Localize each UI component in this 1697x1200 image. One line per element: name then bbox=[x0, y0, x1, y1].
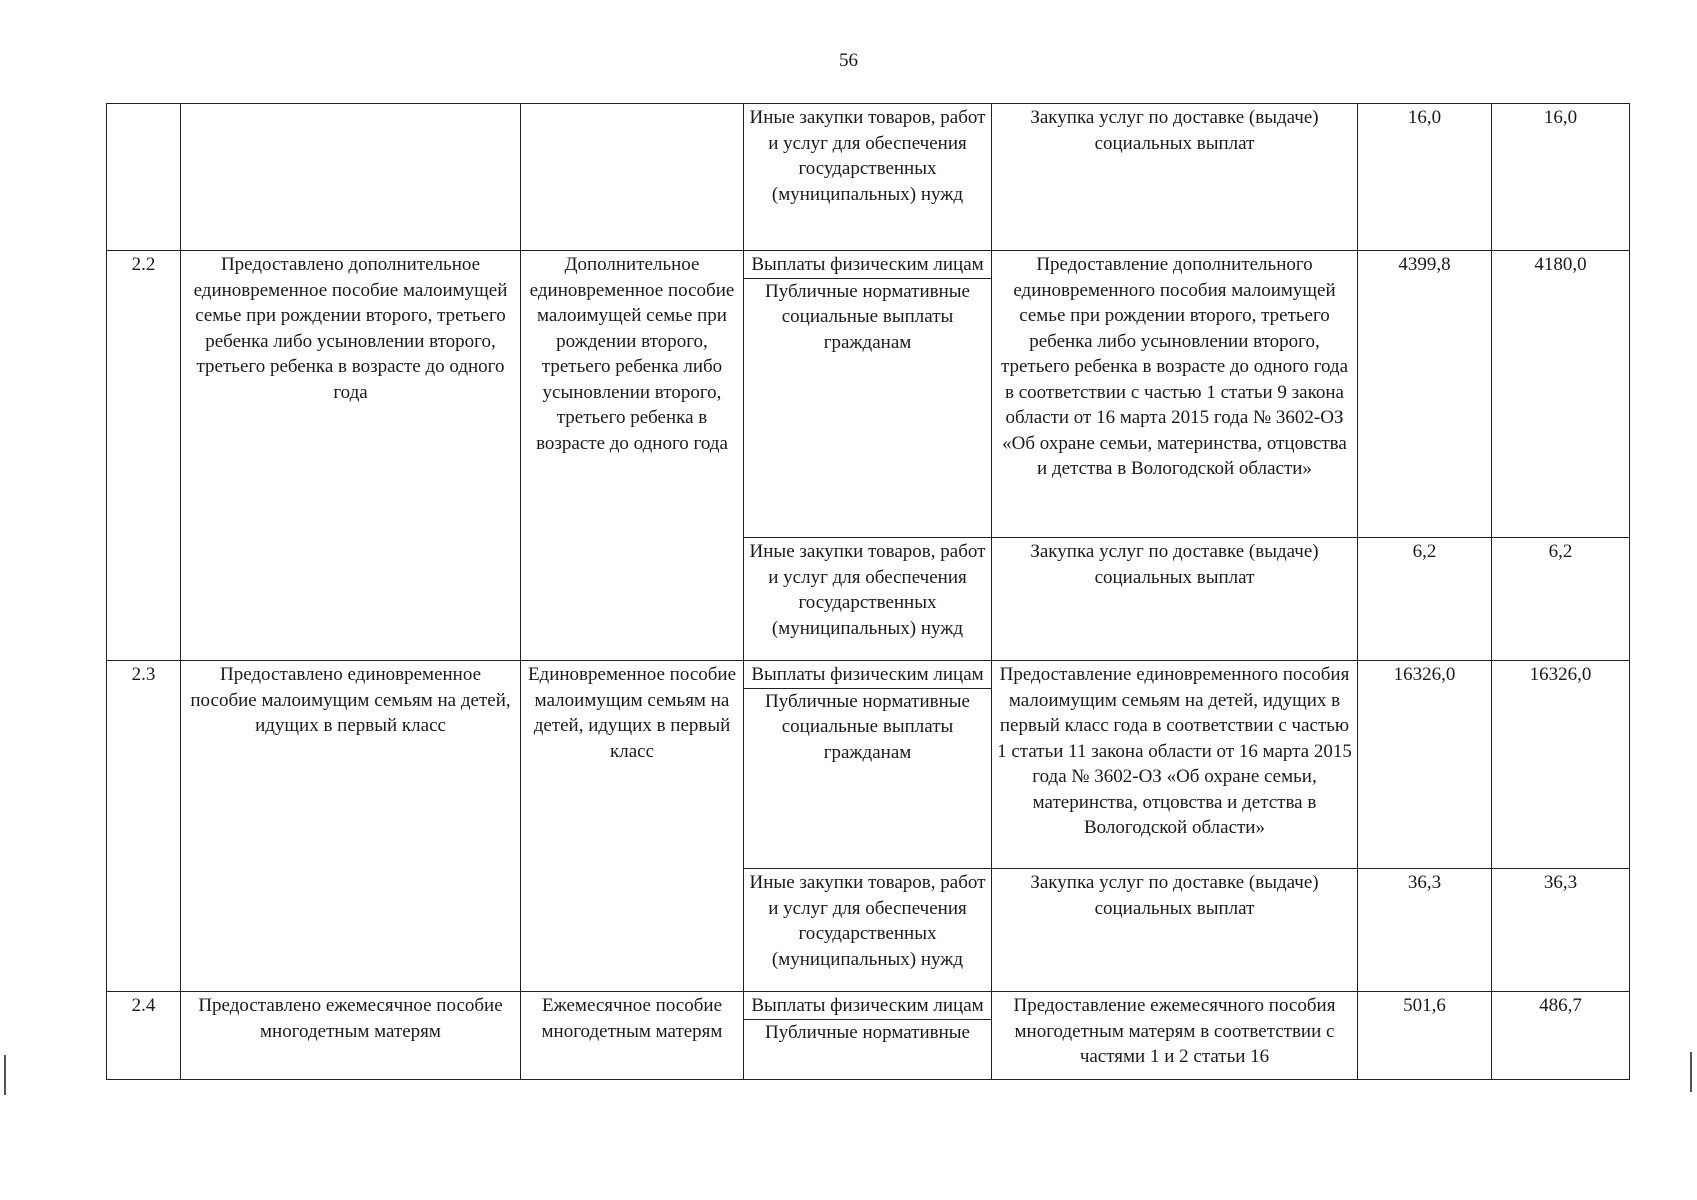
value-2-cell: 16326,0 bbox=[1492, 661, 1630, 869]
direction-cell: Закупка услуг по доставке (выдаче) социальных выплат bbox=[992, 869, 1358, 992]
value-1-cell: 16326,0 bbox=[1358, 661, 1492, 869]
measure-cell: Дополнительное единовременное пособие малоимущей семье при рождении второго, третьего ребенка либо усыновлении второго, третьего ребенка в возрасте до одного года bbox=[521, 251, 744, 661]
measure-cell: Ежемесячное пособие многодетным матерям bbox=[521, 992, 744, 1080]
table-row bbox=[107, 992, 1630, 1080]
expense-type-sub: Публичные нормативные социальные выплаты гражданам bbox=[764, 690, 970, 763]
row-number: 2.2 bbox=[107, 251, 181, 661]
value-1-cell: 16,0 bbox=[1358, 104, 1492, 251]
direction-cell: Закупка услуг по доставке (выдаче) социальных выплат bbox=[992, 538, 1358, 661]
expense-type-sub: Публичные нормативные социальные выплаты гражданам bbox=[764, 280, 970, 353]
table-row bbox=[107, 104, 1630, 251]
result-cell: Предоставлено единовременное пособие малоимущим семьям на детей, идущих в первый класс bbox=[181, 661, 521, 992]
measure-cell: Единовременное пособие малоимущим семьям на детей, идущих в первый класс bbox=[521, 661, 744, 992]
scan-edge-mark-left bbox=[4, 1055, 6, 1095]
expense-type-cell: Иные закупки товаров, работ и услуг для обеспечения государственных (муниципальных) нужд bbox=[744, 538, 992, 661]
expense-type-main: Выплаты физическим лицам bbox=[744, 662, 991, 689]
value-1-cell: 4399,8 bbox=[1358, 251, 1492, 538]
value-1-cell: 6,2 bbox=[1358, 538, 1492, 661]
value-2-cell: 4180,0 bbox=[1492, 251, 1630, 538]
direction-cell: Закупка услуг по доставке (выдаче) социальных выплат bbox=[992, 104, 1358, 251]
result-cell bbox=[181, 104, 521, 251]
value-2-cell: 6,2 bbox=[1492, 538, 1630, 661]
expense-type-cell: Иные закупки товаров, работ и услуг для обеспечения государственных (муниципальных) нужд bbox=[744, 104, 992, 251]
result-cell: Предоставлено ежемесячное пособие многодетным матерям bbox=[181, 992, 521, 1080]
expense-type-sub: Публичные нормативные bbox=[764, 1021, 970, 1043]
expense-type-cell bbox=[744, 661, 992, 869]
row-number: 2.4 bbox=[107, 992, 181, 1080]
expense-type-cell: Иные закупки товаров, работ и услуг для обеспечения государственных (муниципальных) нужд bbox=[744, 869, 992, 992]
direction-cell: Предоставление ежемесячного пособия многодетным матерям в соответствии с частями 1 и 2 статьи 16 bbox=[992, 992, 1358, 1080]
row-number: 2.3 bbox=[107, 661, 181, 992]
value-1-cell: 36,3 bbox=[1358, 869, 1492, 992]
expense-type-cell bbox=[744, 251, 992, 538]
page-number: 56 bbox=[839, 50, 858, 71]
value-2-cell: 36,3 bbox=[1492, 869, 1630, 992]
value-2-cell: 486,7 bbox=[1492, 992, 1630, 1080]
expense-type-main: Выплаты физическим лицам bbox=[744, 252, 991, 279]
table-row bbox=[107, 661, 1630, 869]
value-1-cell: 501,6 bbox=[1358, 992, 1492, 1080]
expense-type-cell bbox=[744, 992, 992, 1080]
scan-edge-mark-right bbox=[1690, 1052, 1692, 1092]
direction-cell: Предоставление единовременного пособия малоимущим семьям на детей, идущих в первый класс года в соответствии с частью 1 статьи 11 закона области от 16 марта 2015 года № 3602-ОЗ «Об охране семьи, материнства, отцовства и детства в Вологодской области» bbox=[992, 661, 1358, 869]
row-number bbox=[107, 104, 181, 251]
budget-table bbox=[106, 103, 1630, 1080]
table-row bbox=[107, 251, 1630, 538]
measure-cell bbox=[521, 104, 744, 251]
direction-cell: Предоставление дополнительного единовременного пособия малоимущей семье при рождении второго, третьего ребенка либо усыновлении второго, третьего ребенка в возрасте до одного года в соответствии с частью 1 статьи 9 закона области от 16 марта 2015 года № 3602-ОЗ «Об охране семьи, материнства, отцовства и детства в Вологодской области» bbox=[992, 251, 1358, 538]
expense-type-main: Выплаты физическим лицам bbox=[744, 993, 991, 1020]
value-2-cell: 16,0 bbox=[1492, 104, 1630, 251]
result-cell: Предоставлено дополнительное единовременное пособие малоимущей семье при рождении второго, третьего ребенка либо усыновлении второго, третьего ребенка в возрасте до одного года bbox=[181, 251, 521, 661]
